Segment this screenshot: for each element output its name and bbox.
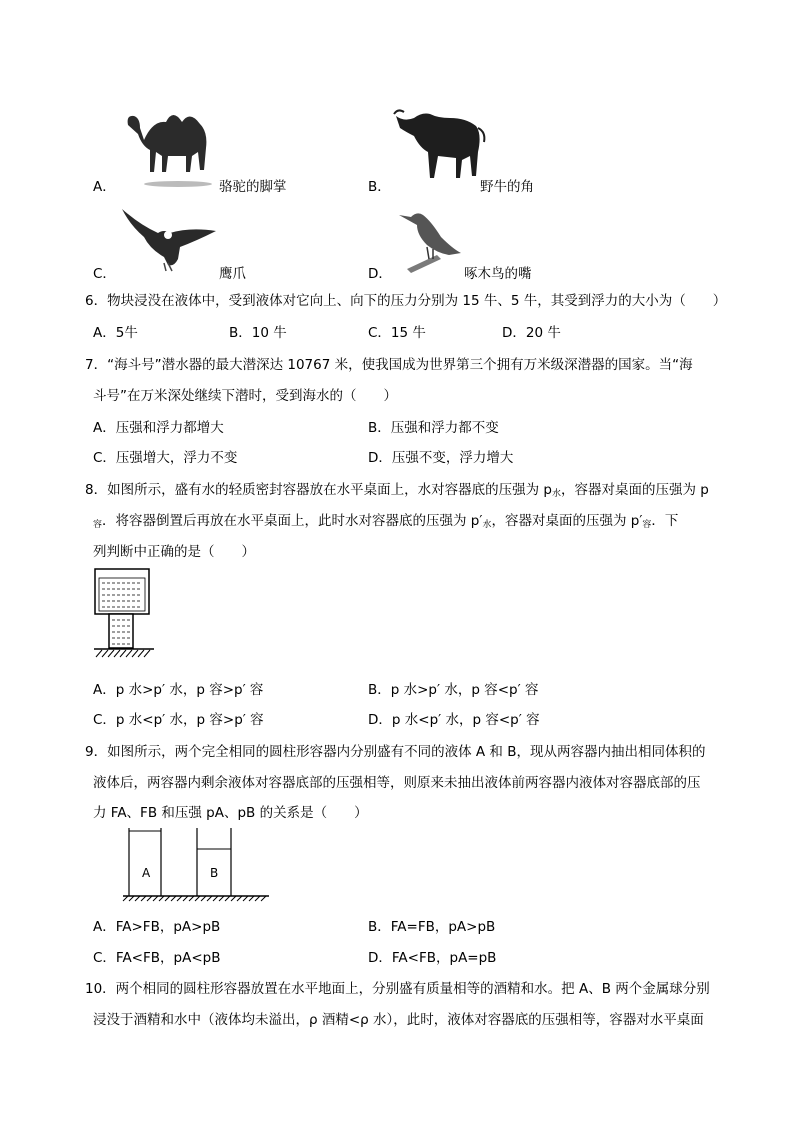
q7-stem-line1: 7．“海斗号”潜水器的最大潜深达 10767 米，使我国成为世界第三个拥有万米级深潜器的国家。当“海 xyxy=(85,357,693,373)
camel-image xyxy=(118,100,218,190)
q9-stem-line1: 9．如图所示，两个完全相同的圆柱形容器内分别盛有不同的液体 A 和 B，现从两容器内抽出相同体积的 xyxy=(85,744,706,760)
option-c-letter[interactable]: C． xyxy=(93,266,116,282)
q10-stem-line2: 浸没于酒精和水中（液体均未溢出，ρ 酒精<ρ 水），此时，液体对容器底的压强相等，容器对水平桌面 xyxy=(93,1012,704,1028)
option-c-caption: 鹰爪 xyxy=(219,266,246,282)
q10-stem-line1: 10．两个相同的圆柱形容器放置在水平地面上，分别盛有质量相等的酒精和水。把 A、B 两个金属球分别 xyxy=(85,981,710,997)
option-a-caption: 骆驼的脚掌 xyxy=(219,179,287,195)
option-d-caption: 啄木鸟的嘴 xyxy=(464,266,532,282)
q8-line2-sub3: 容 xyxy=(642,520,652,530)
q8-stem-line1 xyxy=(85,478,709,499)
q7-option-a[interactable]: A．压强和浮力都增大 xyxy=(93,420,224,436)
q9-label-b: B xyxy=(210,866,219,880)
q6-option-c[interactable]: C．15 牛 xyxy=(368,325,426,341)
q7-stem-line2: 斗号”在万米深处继续下潜时，受到海水的（ ） xyxy=(93,388,397,404)
q9-stem-line3: 力 FA、FB 和压强 pA、pB 的关系是（ ） xyxy=(93,805,368,821)
q8-stem-line2 xyxy=(93,509,678,530)
q8-option-b[interactable]: B．p 水>p′ 水，p 容<p′ 容 xyxy=(368,682,539,698)
option-b-caption: 野牛的角 xyxy=(480,179,534,195)
q7-option-d[interactable]: D．压强不变，浮力增大 xyxy=(368,450,514,466)
q9-stem-line2: 液体后，两容器内剩余液体对容器底部的压强相等，则原来未抽出液体前两容器内液体对容器底部的压 xyxy=(93,775,701,791)
q6-option-a[interactable]: A．5牛 xyxy=(93,325,138,341)
q8-line2-text: ．将容器倒置后再放在水平桌面上，此时水对容器底的压强为 p′ xyxy=(102,513,483,529)
eagle-image xyxy=(120,207,218,273)
q9-option-b[interactable]: B．FA=FB，pA>pB xyxy=(368,919,496,935)
q6-option-d[interactable]: D．20 牛 xyxy=(502,325,561,341)
q7-option-c[interactable]: C．压强增大，浮力不变 xyxy=(93,450,238,466)
q8-container-figure xyxy=(94,568,156,660)
q8-option-a[interactable]: A．p 水>p′ 水，p 容>p′ 容 xyxy=(93,682,264,698)
option-a-letter[interactable]: A． xyxy=(93,179,116,195)
q8-line1-text2: ，容器对桌面的压强为 p xyxy=(560,482,709,498)
q6-stem: 6．物块浸没在液体中，受到液体对它向上、向下的压力分别为 15 牛、5 牛，其受到浮力的大小为（ ） xyxy=(85,293,727,309)
q8-option-d[interactable]: D．p 水<p′ 水，p 容<p′ 容 xyxy=(368,712,540,728)
q8-stem-line3: 列判断中正确的是（ ） xyxy=(93,544,255,560)
q9-option-c[interactable]: C．FA<FB，pA<pB xyxy=(93,950,221,966)
q8-line2-text2: ，容器对桌面的压强为 p′ xyxy=(491,513,643,529)
q7-option-b[interactable]: B．压强和浮力都不变 xyxy=(368,420,499,436)
q8-line2-text3: ．下 xyxy=(651,513,679,529)
q8-line1-sub: 水 xyxy=(551,489,561,499)
q9-option-a[interactable]: A．FA>FB，pA>pB xyxy=(93,919,221,935)
q9-option-d[interactable]: D．FA<FB，pA=pB xyxy=(368,950,497,966)
option-d-letter[interactable]: D． xyxy=(368,266,392,282)
q8-line2-sub2: 水 xyxy=(482,520,492,530)
q8-option-c[interactable]: C．p 水<p′ 水，p 容>p′ 容 xyxy=(93,712,264,728)
bison-image xyxy=(392,108,487,186)
woodpecker-image xyxy=(397,203,465,273)
q8-line1-text: 8．如图所示，盛有水的轻质密封容器放在水平桌面上，水对容器底的压强为 p xyxy=(85,482,552,498)
q6-option-b[interactable]: B．10 牛 xyxy=(229,325,287,341)
q9-label-a: A xyxy=(142,866,151,880)
option-b-letter[interactable]: B． xyxy=(368,179,391,195)
q8-line2-sub: 容 xyxy=(93,520,103,530)
